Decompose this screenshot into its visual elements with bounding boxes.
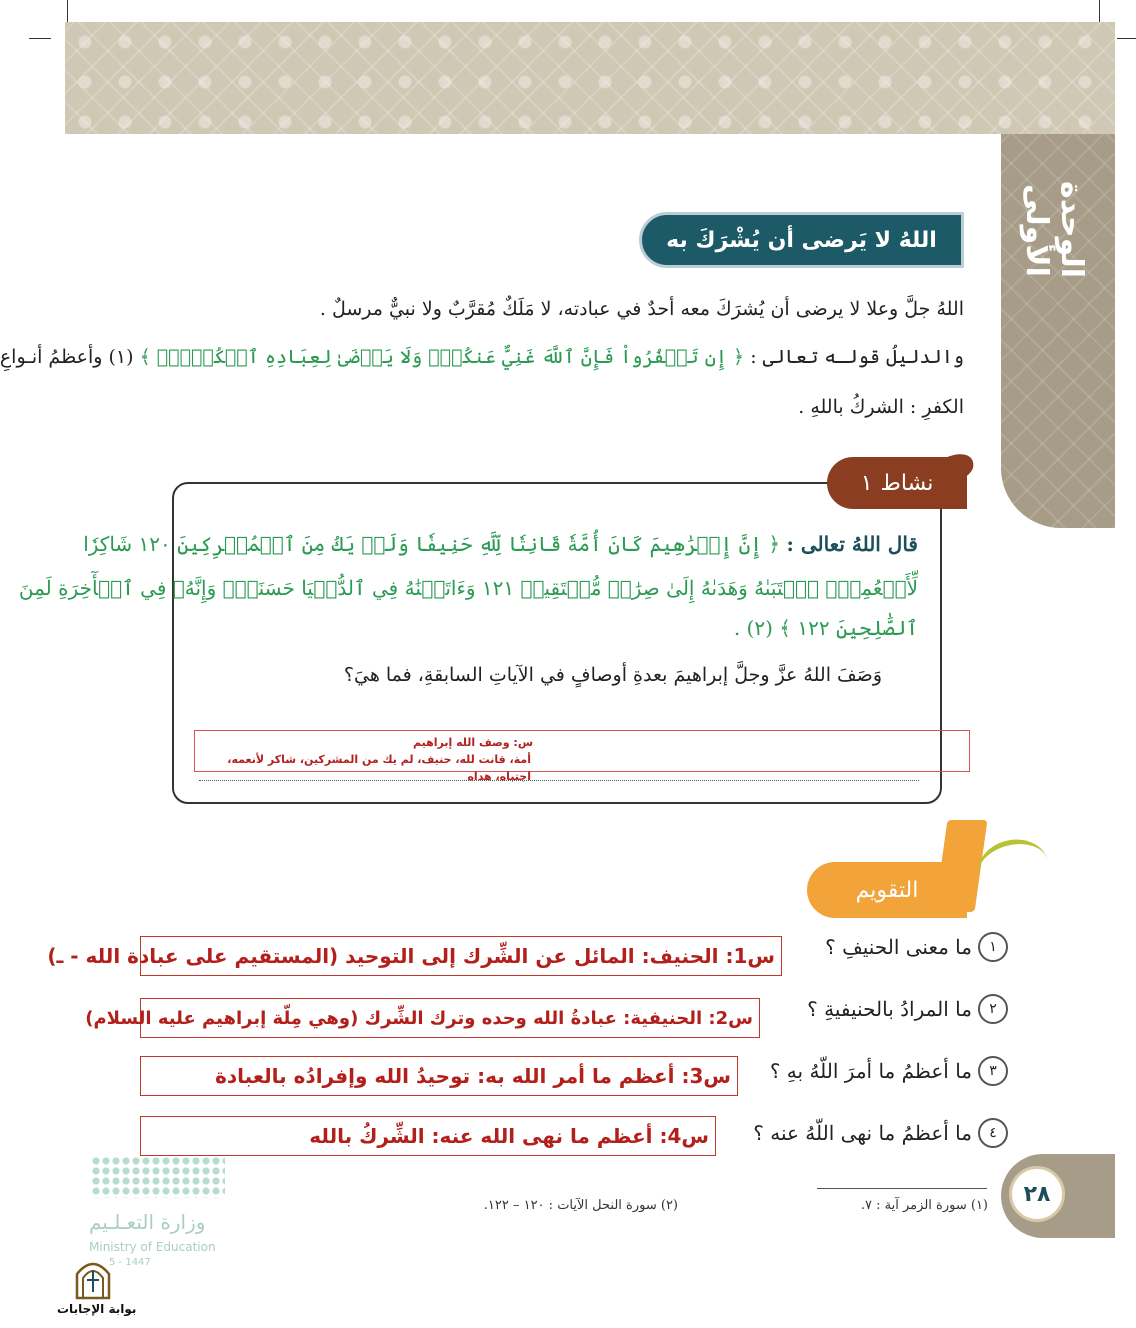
- activity-answer-line: أمة، قانت لله، حنيف، لم يك من المشركين، شاكر لأنعمه، اجتباه، هداه: [227, 753, 531, 783]
- question-text: ما المرادُ بالحنيفيةِ ؟: [807, 997, 972, 1021]
- lesson-line: الكفرِ : الشركُ باللهِ .: [798, 396, 964, 418]
- crop-mark: [67, 0, 68, 22]
- lesson-line: [0, 346, 964, 368]
- evaluation-answer[interactable]: س2: الحنيفية: عبادةُ الله وحده وترك الشِّرك (وهي مِلّة إبراهيم عليه السلام): [140, 998, 760, 1038]
- unit-title: الوحدة الأولى: [1019, 181, 1089, 279]
- activity-answer-box[interactable]: [194, 730, 970, 783]
- evaluation-question: [825, 932, 1008, 962]
- crop-mark: [29, 38, 51, 39]
- ministry-name-en: Ministry of Education: [89, 1240, 216, 1254]
- ministry-logo-dots: [91, 1156, 225, 1198]
- crop-mark: [1117, 38, 1136, 39]
- question-number: ١: [978, 932, 1008, 962]
- question-text: ما أعظمُ ما أمرَ اللّهُ بهِ ؟: [769, 1059, 972, 1083]
- activity-verse-line: [83, 532, 918, 556]
- activity-tag-label: نشاط: [880, 470, 934, 496]
- ministry-year: 5 - 1447: [109, 1257, 151, 1268]
- lesson-line-text: والدليلُ قولـه تعالى :: [750, 346, 964, 368]
- footnote-divider: [817, 1188, 987, 1189]
- lesson-line: اللهُ جلَّ وعلا لا يرضى أن يُشرَكَ معه أحدٌ في عبادته، لا مَلَكٌ مُقرَّبٌ ولا نبيٌّ مرسلٌ .: [319, 298, 964, 320]
- header-pattern-band: [65, 22, 1115, 134]
- activity-answer-line: س: وصف الله إبراهيم: [413, 736, 533, 749]
- question-mark-icon: ?: [944, 445, 977, 510]
- footnote: (١) سورة الزمر آية : ٧.: [860, 1198, 988, 1213]
- evaluation-answer[interactable]: س1: الحنيف: المائل عن الشِّرك إلى التوحيد (المستقيم على عبادة الله - ـ): [140, 936, 782, 976]
- question-text: ما معنى الحنيفِ ؟: [825, 935, 972, 959]
- ministry-name-ar: وزارة التعـلـيم: [89, 1210, 206, 1234]
- question-number: ٢: [978, 994, 1008, 1024]
- lesson-title: اللهُ لا يَرضى أن يُشْرَكَ به: [639, 212, 964, 268]
- activity-verse-text: ﴿ إِنَّ إِبۡرَٰهِيمَ كَانَ أُمَّةٗ قَانِتٗا لِّلَّهِ حَنِيفٗا وَلَمۡ يَكُ مِنَ ٱلۡمُشۡرِكِينَ ١٢٠ شَاكِرٗا: [83, 532, 781, 556]
- portal-logo-icon: [73, 1256, 113, 1300]
- quran-verse: ﴿ إِن تَكۡفُرُواْ فَإِنَّ ٱللَّهَ غَنِيٌّ عَنكُمۡۖ وَلَا يَرۡضَىٰ لِعِبَادِهِ ٱلۡكُفۡرَۖ ﴾: [139, 346, 745, 368]
- evaluation-answer[interactable]: س3: أعظم ما أمر الله به: توحيدُ الله وإفرادُه بالعبادة: [140, 1056, 738, 1096]
- activity-intro: قال اللهُ تعالى :: [786, 532, 918, 556]
- page-number: ٢٨: [1009, 1166, 1065, 1222]
- activity-question: وَصَفَ اللهُ عزَّ وجلَّ إبراهيمَ بعدةِ أوصافٍ في الآياتِ السابقةِ، فما هيَ؟: [343, 664, 882, 686]
- question-number: ٤: [978, 1118, 1008, 1148]
- evaluation-question: [770, 1056, 1008, 1086]
- evaluation-question: [807, 994, 1008, 1024]
- evaluation-question: [753, 1118, 1008, 1148]
- question-text: ما أعظمُ ما نهى اللّهُ عنه ؟: [753, 1121, 972, 1145]
- activity-verse-line: ٱلصَّٰلِحِينَ ١٢٢ ﴾ (٢) .: [733, 616, 918, 640]
- question-number: ٣: [978, 1056, 1008, 1086]
- answer-dotted-line: [199, 780, 919, 781]
- evaluation-tag: التقويم: [807, 862, 967, 918]
- lesson-line-text: (١) وأعظمُ أنـواعِ: [0, 346, 134, 368]
- evaluation-answer[interactable]: س4: أعظم ما نهى الله عنه: الشِّركُ بالله: [140, 1116, 716, 1156]
- footnote: (٢) سورة النحل الآيات : ١٢٠ – ١٢٢.: [483, 1198, 678, 1213]
- activity-tag-number: ١: [860, 470, 873, 496]
- activity-verse-line: لِّأَنۡعُمِهِۚ ٱجۡتَبَىٰهُ وَهَدَىٰهُ إِلَىٰ صِرَٰطٖ مُّسۡتَقِيمٖ ١٢١ وَءَاتَيۡنَٰهُ فِي ٱلدُّنۡيَا حَسَنَةٗۖ وَإِنَّهُۥ فِي ٱلۡأٓخِرَةِ لَمِنَ: [18, 576, 918, 600]
- crop-mark: [1099, 0, 1100, 22]
- portal-name: بوابة الإجابات: [57, 1302, 137, 1316]
